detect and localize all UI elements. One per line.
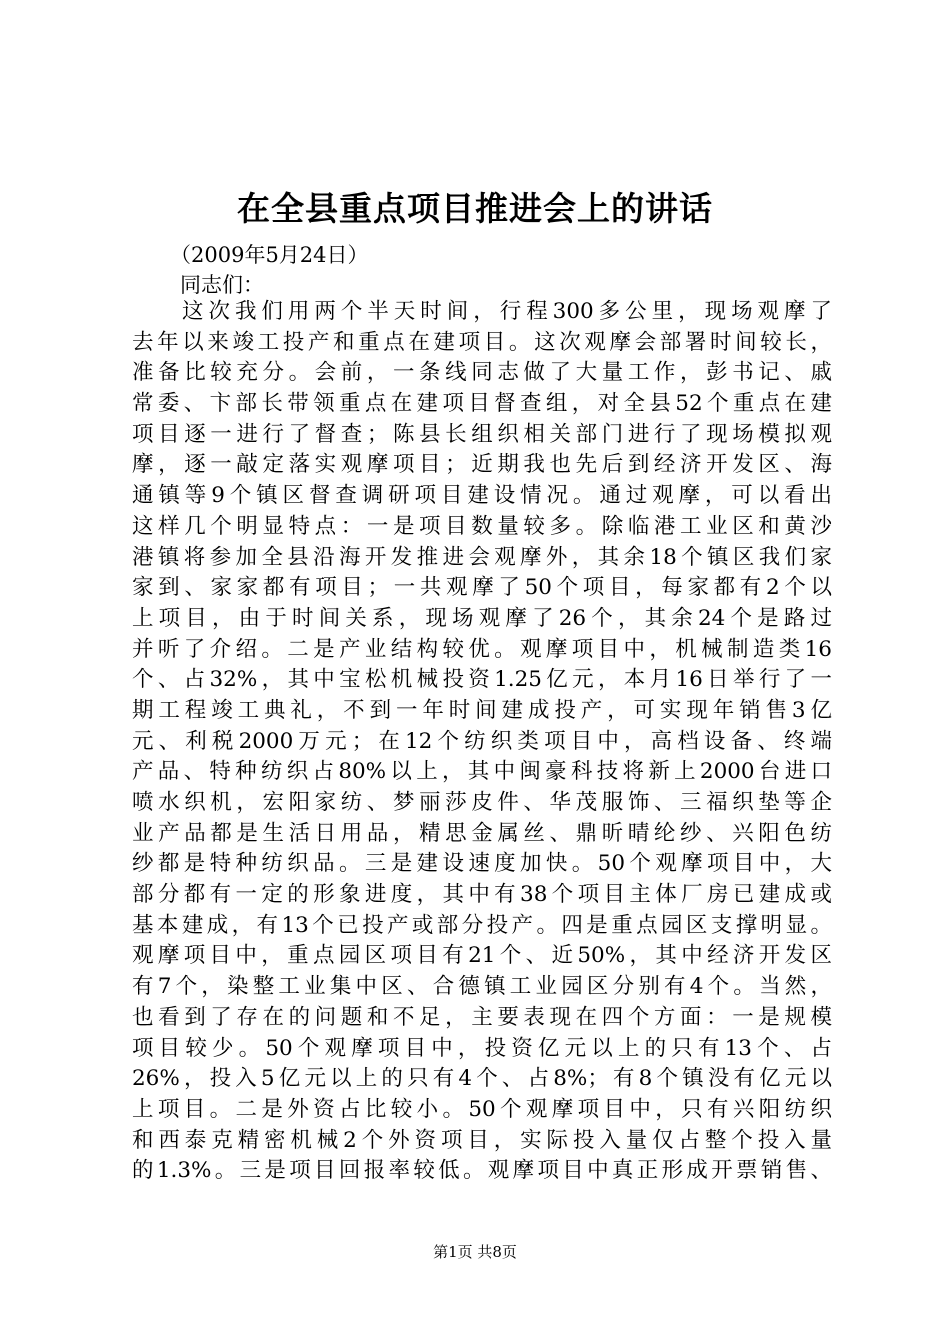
body-line: 基本建成，有13个已投产或部分投产。四是重点园区支撑明显。 <box>132 912 832 938</box>
document-title: 在全县重点项目推进会上的讲话 <box>237 189 713 228</box>
body-line: 有7个，染整工业集中区、合德镇工业园区分别有4个。当然， <box>132 974 832 1000</box>
speech-body <box>132 297 832 1187</box>
body-line: 上项目，由于时间关系，现场观摩了26个，其余24个是路过 <box>132 605 832 631</box>
body-line: 并听了介绍。二是产业结构较优。观摩项目中，机械制造类16 <box>132 636 832 662</box>
body-line: 期工程竣工典礼，不到一年时间建成投产，可实现年销售3亿 <box>132 697 832 723</box>
body-line: 观摩项目中，重点园区项目有21个、近50%，其中经济开发区 <box>132 943 832 969</box>
body-line: 个、占32%，其中宝松机械投资1.25亿元，本月16日举行了一 <box>132 667 832 693</box>
body-line: 家到、家家都有项目；一共观摩了50个项目，每家都有2个以 <box>132 575 832 601</box>
body-line: 这次我们用两个半天时间，行程300多公里，现场观摩了 <box>182 299 832 324</box>
body-line: 和西泰克精密机械2个外资项目，实际投入量仅占整个投入量 <box>132 1127 832 1153</box>
body-line: 准备比较充分。会前，一条线同志做了大量工作，彭书记、戚 <box>132 360 832 386</box>
body-line: 产品、特种纺织占80%以上，其中闽豪科技将新上2000台进口 <box>132 759 832 785</box>
speech-date: （2009年5月24日） <box>170 243 369 267</box>
body-line: 元、利税2000万元；在12个纺织类项目中，高档设备、终端 <box>132 728 832 754</box>
body-line: 去年以来竣工投产和重点在建项目。这次观摩会部署时间较长， <box>132 329 832 355</box>
body-line: 上项目。二是外资占比较小。50个观摩项目中，只有兴阳纺织 <box>132 1096 832 1122</box>
body-line: 部分都有一定的形象进度，其中有38个项目主体厂房已建成或 <box>132 882 832 908</box>
body-line: 纱都是特种纺织品。三是建设速度加快。50个观摩项目中，大 <box>132 851 832 877</box>
body-line: 业产品都是生活日用品，精思金属丝、鼎昕晴纶纱、兴阳色纺 <box>132 820 832 846</box>
body-line: 港镇将参加全县沿海开发推进会观摩外，其余18个镇区我们家 <box>132 544 832 570</box>
body-line: 通镇等9个镇区督查调研项目建设情况。通过观摩，可以看出 <box>132 483 832 509</box>
body-line: 项目较少。50个观摩项目中，投资亿元以上的只有13个、占 <box>132 1035 832 1061</box>
body-line: 26%，投入5亿元以上的只有4个、占8%；有8个镇没有亿元以 <box>132 1066 832 1092</box>
greeting: 同志们： <box>180 273 264 297</box>
body-line: 喷水织机，宏阳家纺、梦丽莎皮件、华茂服饰、三福织垫等企 <box>132 790 832 815</box>
body-line: 摩，逐一敲定落实观摩项目；近期我也先后到经济开发区、海 <box>132 452 832 478</box>
body-line: 项目逐一进行了督查；陈县长组织相关部门进行了现场模拟观 <box>132 421 832 447</box>
body-line: 常委、卞部长带领重点在建项目督查组，对全县52个重点在建 <box>132 391 832 417</box>
body-line: 这样几个明显特点：一是项目数量较多。除临港工业区和黄沙 <box>132 513 832 539</box>
page-footer: 第1页 共8页 <box>433 1243 517 1261</box>
body-line: 也看到了存在的问题和不足，主要表现在四个方面：一是规模 <box>132 1004 832 1030</box>
body-line: 的1.3%。三是项目回报率较低。观摩项目中真正形成开票销售、 <box>132 1158 832 1184</box>
